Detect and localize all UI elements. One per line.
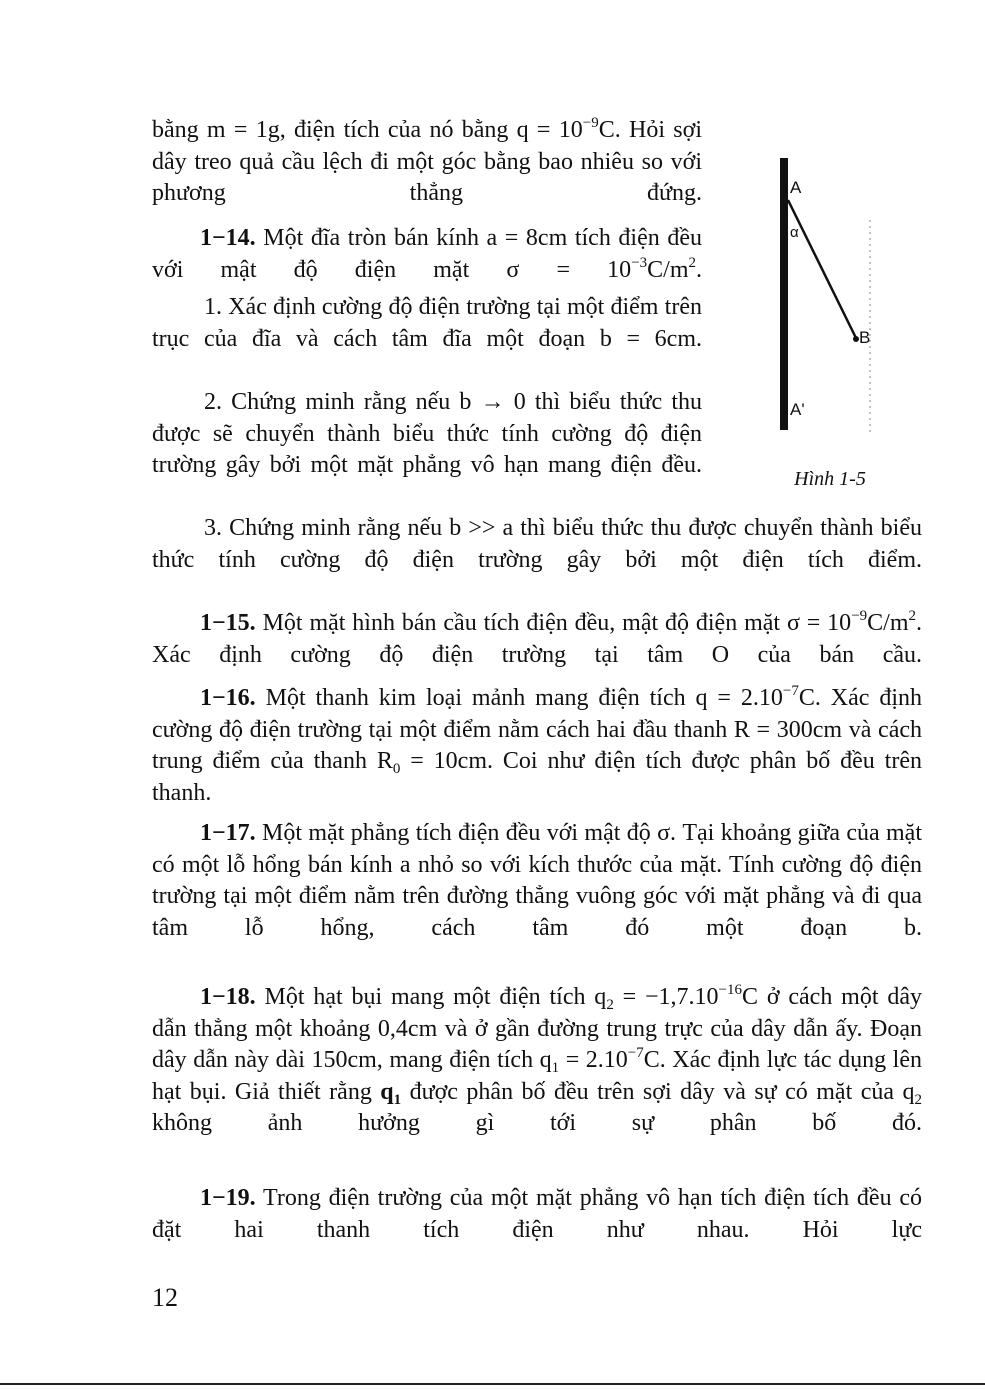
thread-line (788, 200, 856, 338)
page-bottom-edge (0, 1383, 985, 1385)
problem-number: 1−14. (200, 225, 256, 251)
problem-1-19: 1−19. Trong điện trường của một mặt phẳng vô hạn tích điện tích đều có đặt hai thanh tích điện như nhau. Hỏi lực (152, 1185, 922, 1243)
problem-1-17: 1−17. Một mặt phẳng tích điện đều với mật độ σ. Tại khoảng giữa của mặt có một lỗ hổng bán kính a nhỏ so với kích thước của mặt. Tính cường độ điện trường tại một điểm nằm trên đường thẳng vuông góc với mặt phẳng và đi qua tâm lỗ hổng, cách tâm đó một đoạn b. (152, 820, 922, 941)
label-alpha: α (790, 224, 799, 241)
figure-drawing (760, 150, 900, 470)
problem-1-14-part-3: 3. Chứng minh rằng nếu b >> a thì biểu thức thu được chuyển thành biểu thức tính cường độ điện trường gây bởi một điện tích điểm. (152, 515, 922, 573)
problem-number: 1−19. (200, 1185, 256, 1211)
problem-number: 1−18. (200, 984, 256, 1010)
problem-number: 1−17. (200, 820, 256, 846)
figure-caption: Hình 1-5 (794, 468, 866, 490)
vertical-plane (780, 158, 788, 430)
problem-1-14-part-2: 2. Chứng minh rằng nếu b → 0 thì biểu thức thu được sẽ chuyển thành biểu thức tính cường độ điện trường gây bởi một mặt phẳng vô hạn mang điện đều. (152, 389, 702, 478)
problem-number: 1−16. (200, 685, 256, 711)
problem-1-14-part-1: 1. Xác định cường độ điện trường tại một điểm trên trục của đĩa và cách tâm đĩa một đoạn b = 6cm. (152, 294, 702, 352)
label-a: A (790, 178, 802, 197)
label-a-prime: A' (790, 400, 805, 419)
problem-1-15: 1−15. Một mặt hình bán cầu tích điện đều, mật độ điện mặt $\sigma = 10^{-9}C/m^2$. Xác định cường độ điện trường tại tâm O của bán cầu. (152, 608, 922, 668)
problem-1-14: 1−14. Một đĩa tròn bán kính a = 8cm tích điện đều với mật độ điện mặt $\sigma = 10^{-3}C/m^2$. (152, 225, 702, 283)
page-number: 12 (152, 1283, 178, 1312)
problem-1-18: 1−18. Một hạt bụi mang một điện tích $q_2 = -1,7.10^{-16}C$ ở cách một dây dẫn thẳng một khoảng 0,4cm và ở gần đường trung trực của dây dẫn ấy. Đoạn dây dẫn này dài 150cm, mang điện tích $q_1 = 2.10^{-7}C$. Xác định lực tác dụng lên hạt bụi. Giả thiết rằng $q_1$ được phân bố đều trên sợi dây và sự có mặt của $q_2$ không ảnh hưởng gì tới sự phân bố đó. (152, 982, 922, 1136)
figure-1-5 (760, 150, 900, 500)
problem-number: 1−15. (200, 610, 256, 636)
problem-1-16: 1−16. Một thanh kim loại mảnh mang điện tích $q = 2.10^{-7}C$. Xác định cường độ điện trường tại một điểm nằm cách hai đầu thanh R = 300cm và cách trung điểm của thanh $R_0 = 10cm$. Coi như điện tích được phân bố đều trên thanh. (152, 683, 923, 806)
paragraph-continuation: bằng m = 1g, điện tích của nó bằng $q = 10^{-9}C$. Hỏi sợi dây treo quả cầu lệch đi một góc bằng bao nhiêu so với phương thẳng đứng. (152, 115, 702, 206)
label-b: B (859, 328, 871, 347)
